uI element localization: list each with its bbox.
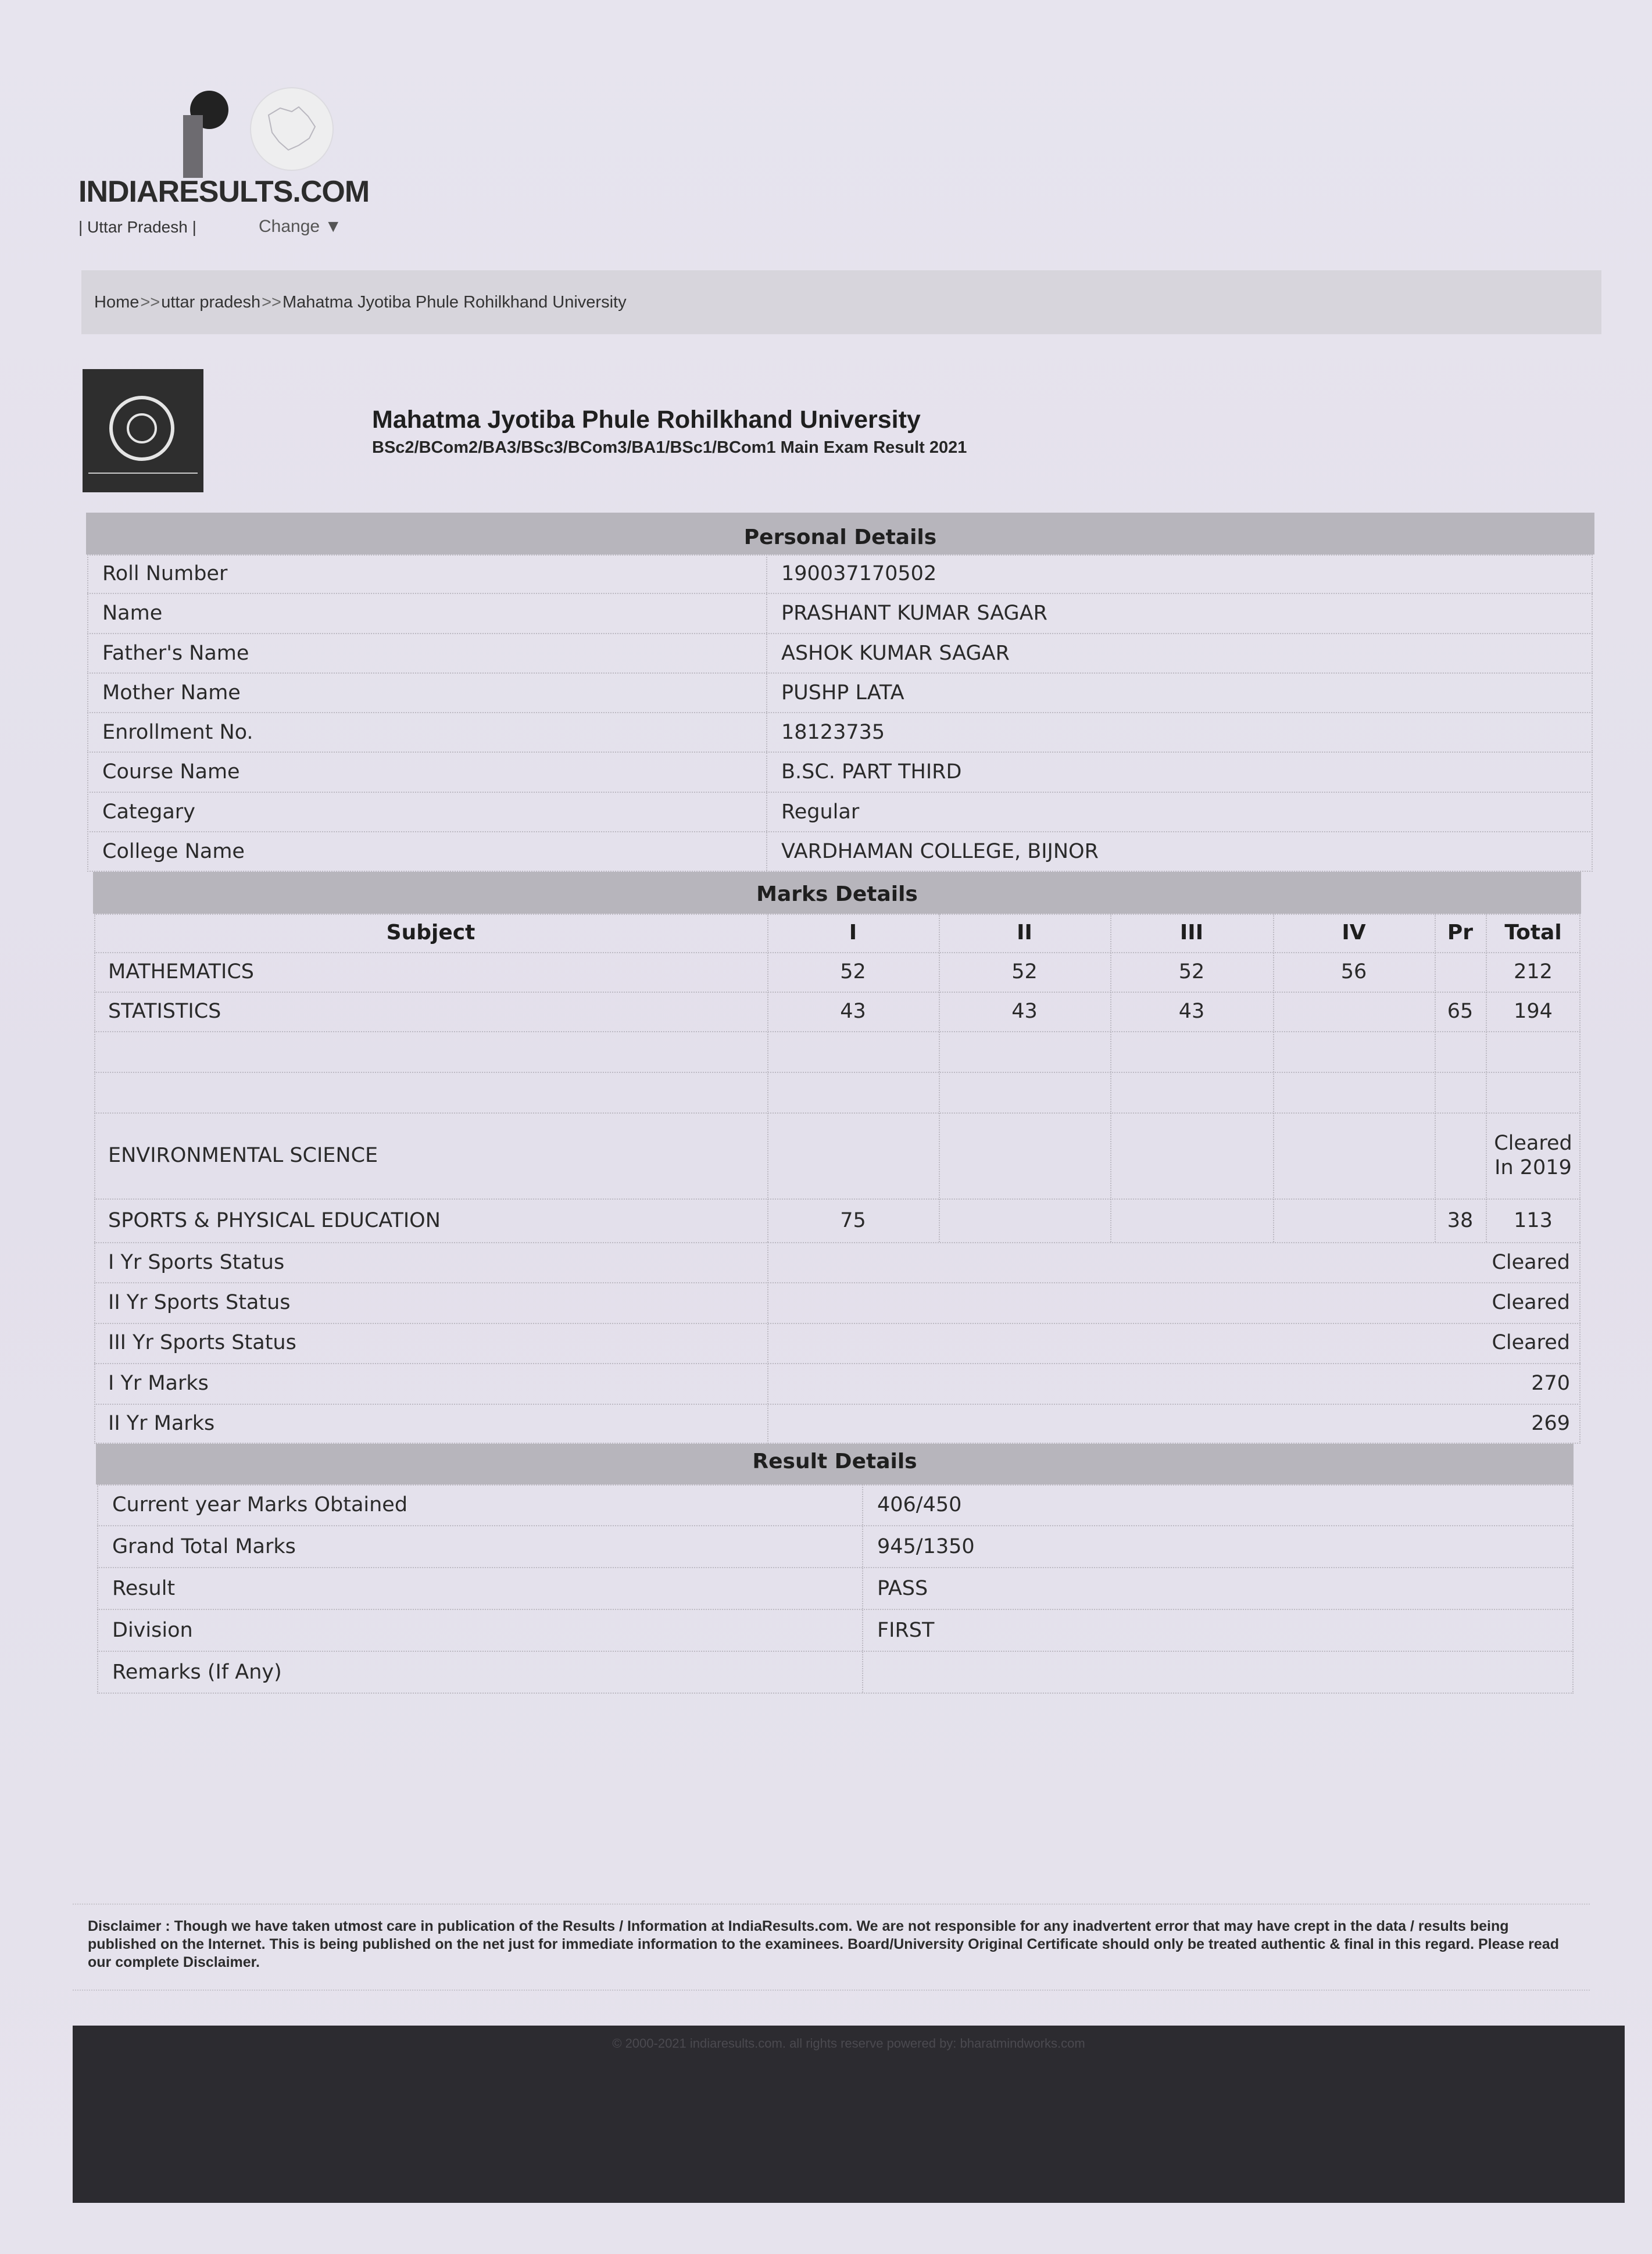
marks-i: 43 <box>840 1000 866 1023</box>
result-value <box>863 1652 1574 1693</box>
marks-column-header: II <box>1017 921 1032 945</box>
marks-total: 113 <box>1514 1208 1553 1232</box>
state-label: | Uttar Pradesh | <box>78 218 196 236</box>
personal-row <box>87 713 1593 753</box>
marks-i: 52 <box>840 960 866 983</box>
marks-ii: 52 <box>1011 960 1038 983</box>
university-logo-icon <box>83 369 203 492</box>
marks-total: Cleared In 2019 <box>1494 1132 1572 1179</box>
footer-copyright: © 2000-2021 indiaresults.com. all rights reserve powered by: bharatmindworks.com <box>612 2036 1085 2051</box>
breadcrumb-state[interactable]: uttar pradesh <box>161 292 261 312</box>
status-label: II Yr Marks <box>108 1412 215 1436</box>
result-row <box>97 1568 1574 1610</box>
marks-column-divider <box>1435 914 1436 1242</box>
marks-column-divider <box>939 914 940 1242</box>
result-value: 406/450 <box>877 1493 962 1516</box>
exam-title: BSc2/BCom2/BA3/BSc3/BCom3/BA1/BSc1/BCom1 Main Exam Result 2021 <box>372 438 967 457</box>
status-value: 269 <box>1531 1412 1570 1436</box>
marks-column-header: IV <box>1342 921 1366 945</box>
personal-row <box>87 832 1593 872</box>
field-label: Mother Name <box>87 674 767 712</box>
personal-row <box>87 674 1593 713</box>
marks-ii <box>939 1198 1110 1242</box>
personal-details-heading: Personal Details <box>86 513 1594 554</box>
field-label: Roll Number <box>87 554 767 593</box>
marks-column-header: Pr <box>1447 921 1474 945</box>
subject-name: STATISTICS <box>108 1000 221 1023</box>
breadcrumb-separator: >> <box>140 292 160 312</box>
subject-name: MATHEMATICS <box>108 960 255 983</box>
subject-name: SPORTS & PHYSICAL EDUCATION <box>108 1208 441 1232</box>
marks-iii <box>1110 1198 1273 1242</box>
field-label: Name <box>87 594 767 632</box>
result-label: Current year Marks Obtained <box>97 1484 863 1525</box>
field-value: PRASHANT KUMAR SAGAR <box>781 602 1047 625</box>
marks-iv <box>1273 992 1435 1031</box>
status-label: II Yr Sports Status <box>108 1291 291 1315</box>
marks-iii: 43 <box>1178 1000 1205 1023</box>
marks-column-divider <box>1273 914 1274 1242</box>
marks-pr <box>1435 1112 1486 1198</box>
marks-column-header: III <box>1179 921 1204 945</box>
field-value: 18123735 <box>781 721 885 745</box>
marks-column-header: Total <box>1504 921 1562 945</box>
personal-row <box>87 634 1593 674</box>
breadcrumb <box>81 270 1601 334</box>
marks-total: 212 <box>1514 960 1553 983</box>
field-value: ASHOK KUMAR SAGAR <box>781 641 1010 665</box>
personal-row <box>87 793 1593 832</box>
result-row <box>97 1652 1574 1694</box>
marks-iv <box>1273 1112 1435 1198</box>
status-value: Cleared <box>1492 1331 1570 1355</box>
result-value: FIRST <box>877 1619 935 1642</box>
result-row <box>97 1526 1574 1568</box>
field-value: B.SC. PART THIRD <box>781 760 962 784</box>
marks-row-divider <box>94 1031 1581 1032</box>
personal-row <box>87 554 1593 594</box>
personal-row <box>87 594 1593 634</box>
change-state-link[interactable]: Change ▼ <box>259 217 342 236</box>
state-map-icon <box>250 87 334 171</box>
site-logo-icon[interactable] <box>183 87 247 180</box>
result-value: PASS <box>877 1577 928 1600</box>
status-label: III Yr Sports Status <box>108 1331 296 1355</box>
field-value: 190037170502 <box>781 562 937 586</box>
marks-column-divider <box>767 914 768 1242</box>
marks-i <box>767 1112 939 1198</box>
marks-ii: 43 <box>1011 1000 1038 1023</box>
status-value: Cleared <box>1492 1291 1570 1315</box>
site-header <box>78 87 370 250</box>
university-name: Mahatma Jyotiba Phule Rohilkhand University <box>372 406 921 434</box>
field-label: Categary <box>87 793 767 831</box>
marks-i: 75 <box>840 1208 866 1232</box>
marks-pr <box>1435 952 1486 992</box>
field-label: Enrollment No. <box>87 713 767 752</box>
result-value: 945/1350 <box>877 1535 975 1558</box>
marks-iii <box>1110 1112 1273 1198</box>
marks-row-divider <box>94 1072 1581 1073</box>
result-label: Division <box>97 1610 863 1651</box>
marks-total: 194 <box>1514 1000 1553 1023</box>
marks-pr: 65 <box>1447 1000 1474 1023</box>
marks-iv: 56 <box>1340 960 1367 983</box>
marks-iii: 52 <box>1178 960 1205 983</box>
breadcrumb-home[interactable]: Home <box>94 292 140 312</box>
marks-pr: 38 <box>1447 1208 1474 1232</box>
result-label: Result <box>97 1568 863 1609</box>
marks-column-divider <box>767 1242 768 1444</box>
field-label: Course Name <box>87 753 767 791</box>
field-value: Regular <box>781 800 860 824</box>
breadcrumb-separator: >> <box>262 292 281 312</box>
result-row <box>97 1610 1574 1652</box>
status-value: Cleared <box>1492 1250 1570 1274</box>
result-row <box>97 1484 1574 1526</box>
result-details-heading: Result Details <box>96 1444 1574 1484</box>
marks-iv <box>1273 1198 1435 1242</box>
field-label: Father's Name <box>87 634 767 672</box>
result-label: Grand Total Marks <box>97 1526 863 1567</box>
subject-name: ENVIRONMENTAL SCIENCE <box>108 1144 378 1167</box>
marks-column-header: I <box>849 921 857 945</box>
marks-details-heading: Marks Details <box>93 872 1581 914</box>
marks-column-divider <box>1110 914 1111 1242</box>
marks-column-divider <box>1486 914 1487 1242</box>
field-label: College Name <box>87 832 767 871</box>
status-label: I Yr Marks <box>108 1371 209 1395</box>
field-value: VARDHAMAN COLLEGE, BIJNOR <box>781 839 1099 863</box>
footer-bar <box>73 2026 1625 2203</box>
personal-row <box>87 753 1593 792</box>
marks-ii <box>939 1112 1110 1198</box>
result-label: Remarks (If Any) <box>97 1652 863 1693</box>
breadcrumb-university[interactable]: Mahatma Jyotiba Phule Rohilkhand University <box>283 292 627 312</box>
field-value: PUSHP LATA <box>781 681 904 704</box>
marks-column-header: Subject <box>386 921 475 945</box>
disclaimer: Disclaimer : Though we have taken utmost care in publication of the Results / Information at IndiaResults.com. We are not responsible for any inadvertent error that may have crept in the data / results being published on the Internet. This is being published on the net just for immediate information to the examinees. Board/University Original Certificate should only be treated authentic & final in this regard. Please read our complete Disclaimer. <box>73 1904 1590 1991</box>
status-label: I Yr Sports Status <box>108 1250 285 1274</box>
status-value: 270 <box>1531 1371 1570 1395</box>
site-logo-text[interactable]: INDIARESULTS.COM <box>78 175 370 209</box>
